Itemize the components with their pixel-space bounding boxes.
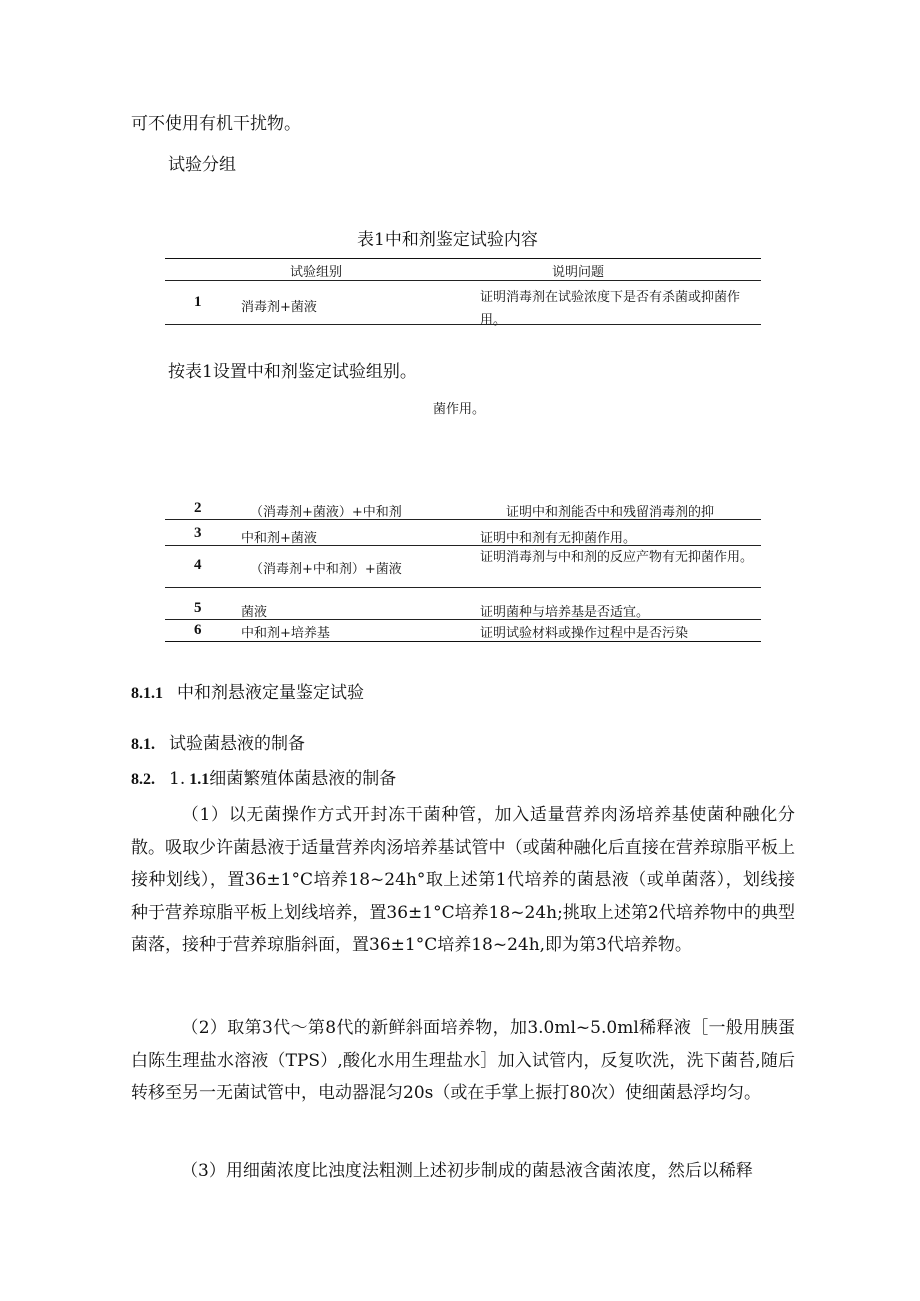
section-subnumber-bold: 1.1 bbox=[189, 771, 210, 788]
row-desc: 证明消毒剂与中和剂的反应产物有无抑菌作用。 bbox=[480, 550, 754, 565]
section-title: 细菌繁殖体菌悬液的制备 bbox=[209, 769, 397, 789]
body-paragraph bbox=[131, 1012, 795, 1110]
section-heading bbox=[131, 678, 364, 703]
setup-text: 按表1设置中和剂鉴定试验组别。 bbox=[168, 362, 417, 382]
row-desc: 证明消毒剂在试验浓度下是否有杀菌或抑菌作用。 bbox=[480, 290, 741, 328]
row-group: （消毒剂+中和剂）+菌液 bbox=[250, 562, 402, 577]
section-number: 8.1.1 bbox=[131, 685, 163, 702]
row-rule bbox=[165, 519, 761, 520]
stray-text: 菌作用。 bbox=[433, 402, 486, 417]
row-number: 5 bbox=[194, 600, 202, 616]
row-number: 1 bbox=[194, 294, 202, 310]
table-top-rule bbox=[165, 258, 761, 259]
section-heading bbox=[131, 764, 396, 789]
row-group: 消毒剂+菌液 bbox=[241, 300, 317, 315]
section-subnumber: 1. bbox=[169, 769, 186, 789]
table-header-rule bbox=[165, 280, 761, 281]
row-rule bbox=[165, 619, 761, 620]
row-number: 4 bbox=[194, 557, 202, 573]
table-header-desc: 说明问题 bbox=[552, 265, 605, 280]
paragraph-text: （2）取第3代～第8代的新鲜斜面培养物，加3.0ml~5.0ml稀释液［一般用胰蛋白陈生理盐水溶液（TPS）,酸化水用生理盐水］加入试管内，反复吹洗，洗下菌苔,随后转移至另一无菌试管中，电动器混匀20s（或在手掌上振打80次）使细菌悬浮均匀。 bbox=[131, 1018, 795, 1103]
paragraph-text: （3）用细菌浓度比浊度法粗测上述初步制成的菌悬液含菌浓度，然后以稀释 bbox=[181, 1161, 753, 1181]
group-heading: 试验分组 bbox=[168, 155, 236, 175]
row-group: 中和剂+菌液 bbox=[241, 531, 317, 546]
row-number: 3 bbox=[194, 525, 202, 541]
section-title: 中和剂悬液定量鉴定试验 bbox=[177, 683, 364, 703]
row-number: 2 bbox=[194, 500, 202, 516]
section-title: 试验菌悬液的制备 bbox=[169, 734, 305, 754]
body-paragraph bbox=[131, 1155, 795, 1188]
row-group: （消毒剂+菌液）+中和剂 bbox=[250, 505, 402, 520]
row-desc: 证明中和剂能否中和残留消毒剂的抑 bbox=[506, 505, 715, 520]
row-rule bbox=[165, 587, 761, 588]
table-caption: 表1中和剂鉴定试验内容 bbox=[357, 230, 538, 250]
row-desc: 证明试验材料或操作过程中是否污染 bbox=[480, 626, 689, 641]
row-group: 菌液 bbox=[241, 605, 268, 620]
table-bottom-rule bbox=[165, 641, 761, 642]
row-group: 中和剂+培养基 bbox=[241, 626, 330, 641]
section-number: 8.2. bbox=[131, 771, 155, 788]
intro-line: 可不使用有机干扰物。 bbox=[131, 114, 301, 134]
table-header-group: 试验组别 bbox=[290, 265, 343, 280]
section-heading bbox=[131, 729, 305, 754]
row-desc: 证明中和剂有无抑菌作用。 bbox=[480, 531, 637, 546]
body-paragraph bbox=[131, 799, 795, 962]
table-bottom-rule bbox=[165, 324, 761, 325]
row-desc: 证明菌种与培养基是否适宜。 bbox=[480, 605, 650, 620]
row-number: 6 bbox=[194, 622, 202, 638]
paragraph-text: （1）以无菌操作方式开封冻干菌种管，加入适量营养肉汤培养基使菌种融化分散。吸取少许菌悬液于适量营养肉汤培养基试管中（或菌种融化后直接在营养琼脂平板上接种划线），置36±1°C培养18~24h°取上述第1代培养的菌悬液（或单菌落），划线接种于营养琼脂平板上划线培养，置36±1°C培养18~24h;挑取上述第2代培养物中的典型菌落，接种于营养琼脂斜面，置36±1°C培养18~24h,即为第3代培养物。 bbox=[131, 805, 795, 955]
section-number: 8.1. bbox=[131, 736, 155, 753]
